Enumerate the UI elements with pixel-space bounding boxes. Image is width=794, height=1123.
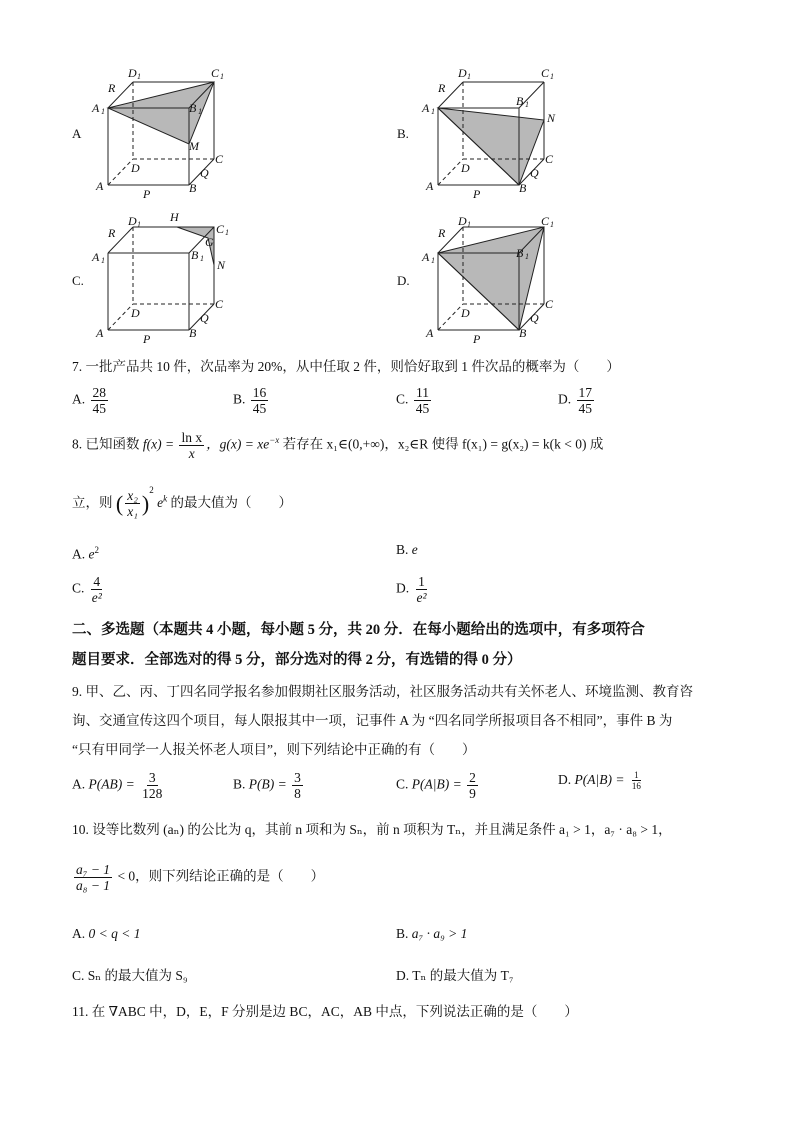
label-B1-sub: 1 <box>525 252 529 261</box>
label-C: C <box>215 152 224 166</box>
q10-option-a <box>72 924 140 944</box>
fraction <box>577 385 595 416</box>
label-M: M <box>189 139 199 153</box>
figure-b-label: B. <box>397 126 409 141</box>
label-D: D <box>131 306 140 320</box>
label-D: D <box>131 161 140 175</box>
q8-option-c <box>72 574 106 605</box>
denominator: 8 <box>294 786 301 801</box>
q8-g-exp: −x <box>269 435 280 446</box>
denominator: 16 <box>631 781 641 792</box>
numerator: ln x <box>181 430 203 445</box>
label-B1: B <box>516 246 524 260</box>
option-expr: P(A|B) = <box>574 772 625 787</box>
option-value: Sₙ 的最大值为 S₉ <box>87 968 188 983</box>
numerator: 16 <box>252 385 267 400</box>
figure-c-cube <box>88 209 238 344</box>
q10-fraction <box>74 862 112 893</box>
q9-line3: “只有甲同学一人报关怀老人项目”，则下列结论中正确的有（ ） <box>72 742 476 757</box>
figure-d-label: D. <box>397 273 410 288</box>
q10-option-b <box>396 924 467 944</box>
fraction <box>251 385 269 416</box>
label-C1-sub: 1 <box>220 72 224 81</box>
q8-line2: 立，则 ( $\frac{\text{x₂}}{\text{x₁}}$ )$^2$ $e^k$ 的最大值为（ ） <box>72 485 292 520</box>
q7-option-a <box>72 385 110 416</box>
label-A: A <box>96 179 104 193</box>
option-exp: 2 <box>94 545 99 555</box>
label-C1: C <box>216 222 225 236</box>
label-B: B <box>519 181 527 195</box>
q8-g-def: ，g(x) = xe <box>206 436 270 452</box>
label-D1-sub: 1 <box>467 72 471 81</box>
option-letter: A. <box>72 391 86 407</box>
q8-line2-suffix: 的最大值为（ ） <box>170 495 292 510</box>
option-value: a₇ · a₉ > 1 <box>411 926 468 941</box>
denominator: 45 <box>415 401 430 416</box>
option-letter: B. <box>233 776 246 792</box>
label-P: P <box>143 332 151 344</box>
denominator: 45 <box>578 401 592 416</box>
denominator: 45 <box>92 401 106 416</box>
option-expr: P(A|B) = <box>411 776 462 792</box>
label-A1: A <box>422 250 430 264</box>
denominator: e² <box>91 590 102 605</box>
label-A1: A <box>92 250 100 264</box>
q7-option-d <box>558 385 596 416</box>
q8-condition: 若存在 x₁∈(0,+∞)，x₂∈R 使得 f(x₁) = g(x₂) = k(k < 0) 成 <box>282 436 604 452</box>
numerator: 17 <box>578 385 592 400</box>
label-C1: C <box>211 66 220 80</box>
option-letter: B. <box>396 542 409 557</box>
label-N: N <box>547 111 556 125</box>
option-letter: D. <box>558 772 572 787</box>
label-A: A <box>426 179 434 193</box>
q11-stem: 11. 在 ∇ABC 中，D，E，F 分别是边 BC，AC，AB 中点，下列说法正确的是（ ） <box>72 1004 578 1019</box>
denominator: e² <box>416 590 427 605</box>
label-B: B <box>189 181 197 195</box>
option-letter: D. <box>396 968 410 983</box>
label-B1-sub: 1 <box>198 107 202 116</box>
label-A1: A <box>422 101 430 115</box>
label-D1: D <box>458 214 467 228</box>
label-Q: Q <box>200 166 209 180</box>
figure-a-cube <box>88 64 238 199</box>
option-letter: C. <box>72 580 85 596</box>
label-D1-sub: 1 <box>467 220 471 229</box>
numerator: 1 <box>418 574 425 589</box>
label-D1: D <box>458 66 467 80</box>
label-C1-sub: 1 <box>550 220 554 229</box>
label-B1: B <box>516 94 524 108</box>
label-C: C <box>545 297 554 311</box>
fraction <box>415 574 429 605</box>
q8-option-d <box>396 574 431 605</box>
q7-option-b <box>233 385 270 416</box>
label-A1-sub: 1 <box>431 107 435 116</box>
numerator: x₂ <box>127 488 138 504</box>
label-G: G <box>205 235 214 249</box>
label-N: N <box>217 258 226 272</box>
label-D1-sub: 1 <box>137 72 141 81</box>
numerator: 1 <box>634 770 639 781</box>
option-value: e <box>88 546 95 562</box>
label-B1-sub: 1 <box>525 100 529 109</box>
option-value: 0 < q < 1 <box>88 926 141 941</box>
option-letter: C. <box>396 776 409 792</box>
q8-power: 2 <box>149 485 154 495</box>
label-C: C <box>545 152 554 166</box>
q7-option-c <box>396 385 433 416</box>
label-R: R <box>438 81 446 95</box>
figure-a-label: A <box>72 126 82 141</box>
q8-line2-prefix: 立，则 <box>72 495 113 510</box>
numerator: 11 <box>416 385 430 400</box>
label-B: B <box>519 326 527 340</box>
fraction <box>414 385 432 416</box>
q10-line2-suffix: < 0，则下列结论正确的是（ ） <box>117 868 325 884</box>
denominator: x <box>188 446 195 461</box>
denominator: 128 <box>142 786 163 801</box>
q8-line1 <box>72 430 603 461</box>
denominator: 9 <box>469 786 476 801</box>
label-A1-sub: 1 <box>431 256 435 265</box>
option-letter: C. <box>396 391 409 407</box>
fraction <box>90 574 104 605</box>
option-letter: D. <box>396 580 410 596</box>
q8-f-fraction <box>179 430 204 461</box>
option-expr: P(AB) = <box>88 776 135 792</box>
fraction <box>467 770 478 801</box>
q8-prefix: 8. 已知函数 <box>72 436 140 452</box>
q9-option-a <box>72 770 166 801</box>
label-B: B <box>189 326 197 340</box>
q10-option-c <box>72 966 188 986</box>
option-letter: A. <box>72 546 86 562</box>
figure-c-label: C. <box>72 273 84 288</box>
numerator: 2 <box>469 770 476 785</box>
q8-option-b <box>396 540 418 560</box>
q8-ek-exp: k <box>163 493 168 504</box>
fraction <box>292 770 303 801</box>
option-letter: B. <box>396 926 409 941</box>
label-R: R <box>108 81 116 95</box>
numerator: 28 <box>92 385 106 400</box>
label-D1-sub: 1 <box>137 220 141 229</box>
label-A1-sub: 1 <box>101 107 105 116</box>
figure-b-cube <box>418 64 568 199</box>
q8-option-a <box>72 540 99 565</box>
numerator: 3 <box>148 770 156 785</box>
label-C1-sub: 1 <box>550 72 554 81</box>
label-C1: C <box>541 66 550 80</box>
label-C1: C <box>541 214 550 228</box>
label-C: C <box>215 297 224 311</box>
label-C1-sub: 1 <box>225 228 229 237</box>
q10-line2 <box>72 862 324 893</box>
section2-heading-line1: 二、多选题（本题共 4 小题，每小题 5 分，共 20 分．在每小题给出的选项中，有多项符合 <box>72 622 645 638</box>
section2-heading-line2: 题目要求．全部选对的得 5 分，部分选对的得 2 分，有选错的得 0 分） <box>72 652 522 668</box>
option-value: e <box>411 542 418 557</box>
label-Q: Q <box>200 311 209 325</box>
option-letter: D. <box>558 391 572 407</box>
option-letter: C. <box>72 968 85 983</box>
q8-ek: e <box>157 495 164 510</box>
q9-line1: 9. 甲、乙、丙、丁四名同学报名参加假期社区服务活动，社区服务活动共有关怀老人、环境监测、教育咨 <box>72 684 693 699</box>
label-Q: Q <box>530 311 539 325</box>
numerator: 4 <box>93 574 101 589</box>
option-expr: P(B) = <box>248 776 287 792</box>
label-D1: D <box>128 214 137 228</box>
q9-option-c <box>396 770 480 801</box>
numerator: a₇ − 1 <box>76 862 111 877</box>
label-B1: B <box>189 101 197 115</box>
numerator: 3 <box>294 770 301 785</box>
denominator: 45 <box>252 401 267 416</box>
q8-ratio <box>125 488 140 519</box>
label-A1: A <box>92 101 100 115</box>
q8-f-def: f(x) = <box>142 436 175 452</box>
label-A1-sub: 1 <box>101 256 105 265</box>
option-value: Tₙ 的最大值为 T₇ <box>412 968 514 983</box>
label-A: A <box>96 326 104 340</box>
label-R: R <box>108 226 116 240</box>
label-Q: Q <box>530 166 539 180</box>
label-D: D <box>461 306 470 320</box>
q9-line2: 询、交通宣传这四个项目，每人限报其中一项，记事件 A 为 “四名同学所报项目各不相同”，事件 B 为 <box>72 713 673 728</box>
label-P: P <box>473 187 481 199</box>
figure-d-cube <box>418 209 568 344</box>
fraction <box>630 770 643 791</box>
label-D1: D <box>128 66 137 80</box>
option-letter: A. <box>72 776 86 792</box>
q7-stem: 7. 一批产品共 10 件，次品率为 20%，从中任取 2 件，则恰好取到 1 件次品的概率为（ ） <box>72 359 620 374</box>
label-D: D <box>461 161 470 175</box>
q10-option-d <box>396 966 514 986</box>
q10-line1: 10. 设等比数列 (aₙ) 的公比为 q，其前 n 项和为 Sₙ，前 n 项积为 Tₙ，并且满足条件 a₁ > 1，a₇ · a₈ > 1， <box>72 822 672 837</box>
label-H: H <box>170 210 179 224</box>
label-A: A <box>426 326 434 340</box>
label-B1-sub: 1 <box>200 254 204 263</box>
q9-option-d <box>558 770 645 791</box>
denominator: a₈ − 1 <box>76 878 111 893</box>
q9-option-b <box>233 770 305 801</box>
fraction <box>91 385 109 416</box>
option-letter: A. <box>72 926 86 941</box>
label-P: P <box>473 332 481 344</box>
denominator: x₁ <box>127 504 138 520</box>
fraction <box>140 770 164 801</box>
label-P: P <box>143 187 151 199</box>
label-R: R <box>438 226 446 240</box>
label-B1: B <box>191 248 199 262</box>
option-letter: B. <box>233 391 246 407</box>
